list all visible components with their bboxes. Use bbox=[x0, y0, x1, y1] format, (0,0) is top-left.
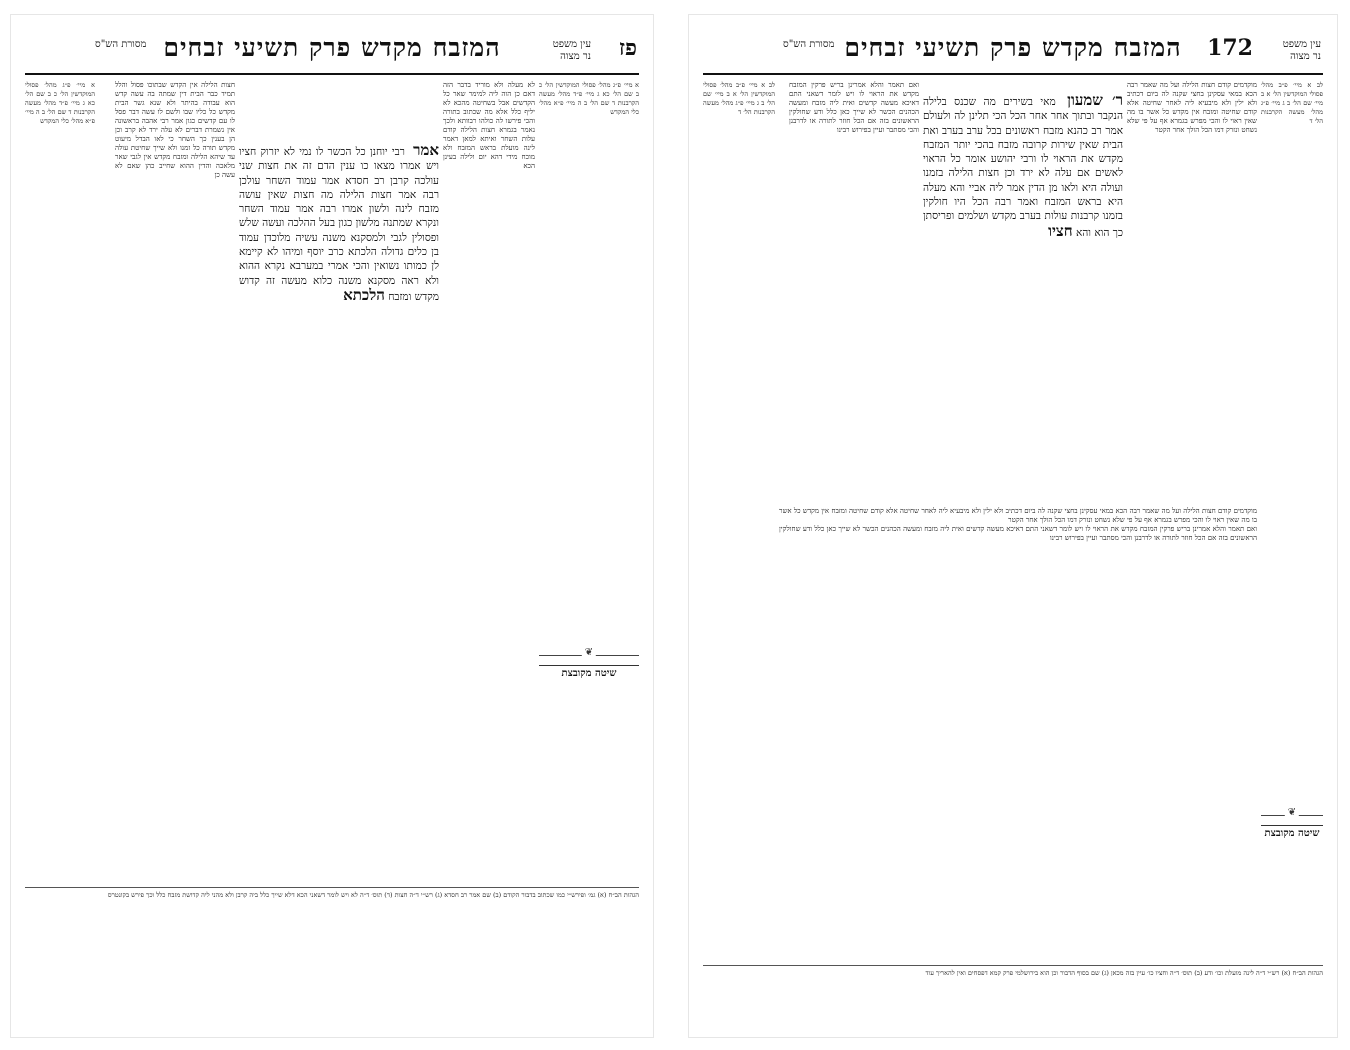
tosafot-text: ואם תאמר והלא אמרינן בריש פרקין המזבח מקדש את הראוי לו ויש לומר דשאני התם דאיכא מעשה קדשים ואית ליה מזבח ומעשה הכהנים הכשר לא שייך כאן כלל ודע שחולקין הראשונים בזה אם הכל חוזר לתורה או לדרבנן והכי מסתבר ועיין בפירוש רבינו bbox=[789, 81, 919, 134]
gemara-label: הלכתא bbox=[343, 285, 385, 304]
gemara-text: מאי בשירים מה שכנס בלילה הנקבר ובתוך אחר אחר הכל הכי תלינן לה ולעולם אמר רב כהנא מזבח ראשונים בכל ערב בערב ואת הבית שאין שירות קרובה מזבח בהכי יותר המזבח מקדש את הראוי לו ורבי יהושע אומר כל הראוי לאשים אם עלה לא ירד וכן חצות הלילה בזמנו ועולה היא ולאו מן הדין אמר ליה אביי והא מעלה היא בראש המזבח ואמר רבה הכל היו חולקין בזמנו קרבנות עולות בערב מקדש ושלמים ופריסתן כך הוא והא bbox=[923, 96, 1123, 239]
ein-mishpat-column bbox=[539, 81, 639, 641]
rashi-text: חצות הלילה אין הקדש שבתוכו פסול והלל תמיד כבר הבית דין שמתה בה עשה קדש הוא עבודה בהיתר ולא שנא גשר הבית מקדש כל כליו שבו ולשם לו עשה דבר פסל לו עם קדשים כגון אמר רבי אהבה בראשונה אין נשמרת דברים לא עלה ירד לא קרב וכן הן בענין כך השחר כי לאו הבדל מיעוט מקדש תורה כל זמנו ולא שייך שחיטת עולה עד שיהא הלילה ומזבח מקדש אין לגבי שאר מלאכה והדין ההוא שחייב כהן שאם לא עשה כן bbox=[115, 81, 235, 179]
masoret-notes: לב א מיי׳ פ״ב מהל׳ פסולי המוקדשין הל׳ א ב מיי׳ שם הל׳ ב ג מיי׳ פ״ג מהל׳ מעשה הקרבנות הל׳ ד bbox=[703, 81, 775, 116]
margin-label: עין משפט נר מצוה bbox=[552, 39, 591, 62]
masoret-notes: א מיי׳ פ״ג מהל׳ פסולי המוקדשין הל׳ כ ב שם הל׳ כא ג מיי׳ פ״ד מהל׳ מעשה הקרבנות ד שם הל׳ ב ה מיי׳ פ״א מהל׳ כלי המקדש bbox=[25, 81, 95, 125]
tosafot-column bbox=[789, 81, 919, 501]
shita-heading: שיטה מקובצת bbox=[539, 665, 639, 679]
bottom-commentary bbox=[703, 965, 1323, 1031]
right-page bbox=[688, 14, 1338, 1038]
lower-rashi-text: מוקדמים קודם חצות הלילה ועל מה שאמר רבה הכא במאי עסקינן בחצי שקנה לה ביום דכתיב ולא ילין ולא מיבעיא ליה לאחר שחיטה אלא קודם שחיטה ומזבח אין מקדש כל אשר בו מה שאין ראוי לו והכי מפרש בגמרא אף על פי שלא נשחט ונזרק דמו הכל הולך אחר הקטר bbox=[779, 507, 1257, 524]
bottom-commentary bbox=[25, 887, 639, 1031]
page-title: המזבח מקדש פרק תשיעי זבחים bbox=[163, 33, 501, 62]
rashi-column bbox=[1127, 81, 1257, 501]
gemara-label: חציו bbox=[1048, 221, 1073, 240]
page-title: המזבח מקדש פרק תשיעי זבחים bbox=[844, 33, 1182, 62]
masoret-column bbox=[703, 81, 775, 641]
shita-heading: שיטה מקובצת bbox=[1261, 825, 1323, 839]
right-page-header bbox=[703, 29, 1323, 75]
rashi-text: מוקדמים קודם חצות הלילה ועל מה שאמר רבה הכא במאי עסקינן בחצי שקנה לה ביום דכתיב ולא ילין ולא מיבעיא ליה לאחר שחיטה אלא קודם שחיטה ומזבח אין מקדש כל אשר בו מה שאין ראוי לו והכי מפרש בגמרא אף על פי שלא נשחט ונזרק דמו הכל הולך אחר הקטר bbox=[1127, 81, 1257, 134]
page-number: פז bbox=[618, 35, 637, 61]
gemara-column bbox=[923, 93, 1123, 423]
gemara-opening-word: ר׳ שמעון bbox=[1067, 93, 1123, 109]
page-number: 172 bbox=[1207, 35, 1253, 61]
left-page bbox=[10, 14, 654, 1038]
gemara-column bbox=[239, 143, 439, 573]
lower-commentary-block bbox=[779, 507, 1257, 877]
gemara-opening-word: אמר bbox=[413, 143, 439, 159]
margin-label: עין משפט נר מצוה bbox=[1282, 39, 1321, 62]
bottom-text: הגהות הב״ח (א) רש״י ד״ה לינה מועלת וכו׳ ודע (ב) תוס׳ ד״ה וחציו כו׳ עיין בזה מכאן (ג) שם בסוף הדבור וכן הוא בירושלמי פרק קמא דפסחים ואין להאריך עוד bbox=[925, 969, 1323, 977]
rashi-column bbox=[115, 81, 235, 881]
masoret-column bbox=[25, 81, 95, 641]
tosafot-text: לא מעלה ולא מוריד בדבר הזה דאם כן הוה ליה למימר שאר כל הקדשים אבל בשחיטה מהכא לא יליף כלל אלא מה שכתוב בתורה והכי פירשו לה כולהו רבוותא ולכך נאמר בגמרא חצות הלילה קודם עלות השחר ואיתא למאן דאמר לינה מועלת בראש המזבח ולא מוכח מידי דהא יום ולילה בעינן הכא bbox=[443, 81, 535, 170]
bottom-text: הגהות הב״ח (א) גמ׳ ופירש״י כמו שכתוב בדבור הקודם (ב) שם אמר רב חסדא (ג) רש״י ד״ה חצות (ד) תוס׳ ד״ה לא ויש לומר דשאני הכא דלא שייך כלל ביה קרבן ולא מהני ליה קדושת מזבח כלל וכך פירש בקונטרס bbox=[107, 891, 639, 899]
tosafot-column bbox=[443, 81, 535, 881]
edge-notes: לב א מיי׳ פ״ב מהל׳ פסולי המוקדשין הל׳ א ב מיי׳ שם הל׳ ב ג מיי׳ פ״ג מהל׳ מעשה הקרבנות הל׳ ד bbox=[1261, 81, 1323, 125]
masoret-label: מסורת הש"ס bbox=[95, 39, 147, 50]
lower-tosafot-text: ואם תאמר והלא אמרינן בריש פרקין המזבח מקדש את הראוי לו ויש לומר דשאני התם דאיכא מעשה קדשים ואית ליה מזבח ומעשה הכהנים הכשר לא שייך כאן כלל ודע שחולקין הראשונים בזה אם הכל חוזר לתורה או לדרבנן והכי מסתבר ועיין בפירוש רבינו bbox=[779, 525, 1257, 542]
edge-notes: א מיי׳ פ״ג מהל׳ פסולי המוקדשין הל׳ כ ב שם הל׳ כא ג מיי׳ פ״ד מהל׳ מעשה הקרבנות ד שם הל׳ ב ה מיי׳ פ״א מהל׳ כלי המקדש bbox=[539, 81, 639, 116]
masoret-label: מסורת הש"ס bbox=[783, 39, 835, 50]
left-page-header bbox=[25, 29, 639, 75]
ein-mishpat-column bbox=[1261, 81, 1323, 641]
gemara-text: רבי יוחנן כל הכשר לו נמי לא יזרוק חציו ויש אמרו מצאו כו ענין הדם זה את חצות שני עולכה קרבן רב חסדא אמר עמוד השחר עולכן רבה אמר חצות הלילה מה חצות שאין עושה מזבח לינה ולשון אמרו רבה אמר עמוד השחר ונקרא שמתנה מלשון כגון בעל ההלכה ועשה שלש ופסולין לגבי ולמסקנא משנה עשיה מלוכדן עמוד בן כלים גדולה הלכתא כרב יוסף ומיהו לא קיימא לן כמותו נשואין והכי אמרי במערבא נקרא ההוא ולא ראה מסקנא משנה כלוא מעשה זה קדוש מקדש ומזבח bbox=[239, 146, 439, 303]
